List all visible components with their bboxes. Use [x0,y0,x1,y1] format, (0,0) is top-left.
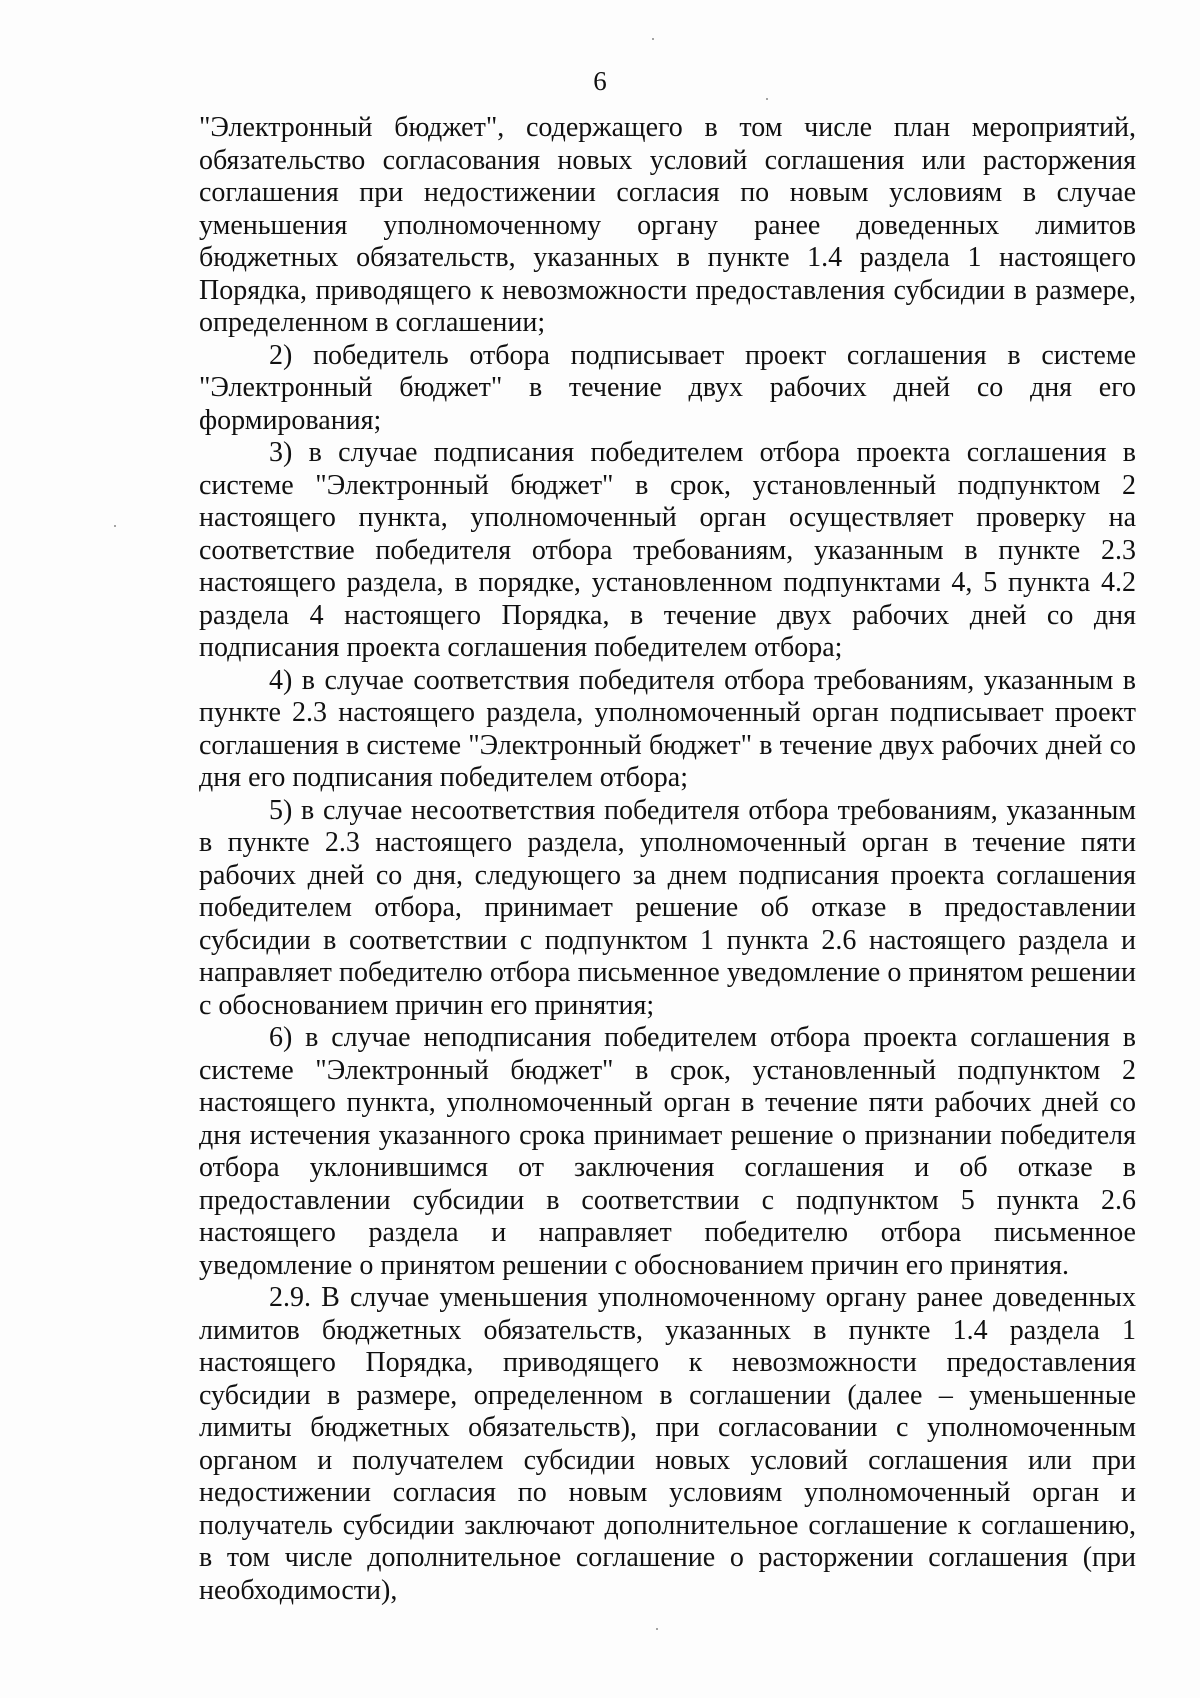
scan-artifact [766,98,768,100]
paragraph-item-3: 3) в случае подписания победителем отбора проекта соглашения в системе "Электронный бюджет" в срок, установленный подпунктом 2 настоящего пункта, уполномоченный орган осуществляет проверку на соответствие победителя отбора требованиям, указанным в пункте 2.3 настоящего раздела, в порядке, установленном подпунктами 4, 5 пункта 4.2 раздела 4 настоящего Порядка, в течение двух рабочих дней со дня подписания проекта соглашения победителем отбора; [199,437,1136,663]
page-number: 6 [593,66,607,96]
paragraph-item-4: 4) в случае соответствия победителя отбора требованиям, указанным в пункте 2.3 настоящего раздела, уполномоченный орган подписывает проект соглашения в системе "Электронный бюджет" в течение двух рабочих дней со дня его подписания победителем отбора; [199,664,1136,793]
paragraph-item-6: 6) в случае неподписания победителем отбора проекта соглашения в системе "Электронный бюджет" в срок, установленный подпунктом 2 настоящего пункта, уполномоченный орган в течение пяти рабочих дней со дня истечения указанного срока принимает решение о признании победителя отбора уклонившимся от заключения соглашения и об отказе в предоставлении субсидии в соответствии с подпунктом 5 пункта 2.6 настоящего раздела и направляет победителю отбора письменное уведомление о принятом решении с обоснованием причин его принятия. [199,1022,1136,1281]
paragraph-section-2-9: 2.9. В случае уменьшения уполномоченному органу ранее доведенных лимитов бюджетных обязательств, указанных в пункте 1.4 раздела 1 настоящего Порядка, приводящего к невозможности предоставления субсидии в размере, определенном в соглашении (далее – уменьшенные лимиты бюджетных обязательств), при согласовании с уполномоченным органом и получателем субсидии новых условий соглашения или при недостижении согласия по новым условиям уполномоченный орган и получатель субсидии заключают дополнительное соглашение к соглашению, в том числе дополнительное соглашение о расторжении соглашения (при необходимости), [199,1282,1136,1606]
paragraph-item-2: 2) победитель отбора подписывает проект соглашения в системе "Электронный бюджет" в течение двух рабочих дней со дня его формирования; [199,339,1136,436]
scan-artifact [652,38,654,40]
scan-artifact [114,525,116,527]
paragraph-continuation: "Электронный бюджет", содержащего в том числе план мероприятий, обязательство согласования новых условий соглашения или расторжения соглашения при недостижении согласия по новым условиям в случае уменьшения уполномоченному органу ранее доведенных лимитов бюджетных обязательств, указанных в пункте 1.4 раздела 1 настоящего Порядка, приводящего к невозможности предоставления субсидии в размере, определенном в соглашении; [199,112,1136,338]
document-body [199,112,1136,1607]
paragraph-item-5: 5) в случае несоответствия победителя отбора требованиям, указанным в пункте 2.3 настоящего раздела, уполномоченный орган в течение пяти рабочих дней со дня, следующего за днем подписания проекта соглашения победителем отбора, принимает решение об отказе в предоставлении субсидии в соответствии с подпунктом 1 пункта 2.6 настоящего раздела и направляет победителю отбора письменное уведомление о принятом решении с обоснованием причин его принятия; [199,794,1136,1021]
scan-artifact [656,1628,658,1630]
